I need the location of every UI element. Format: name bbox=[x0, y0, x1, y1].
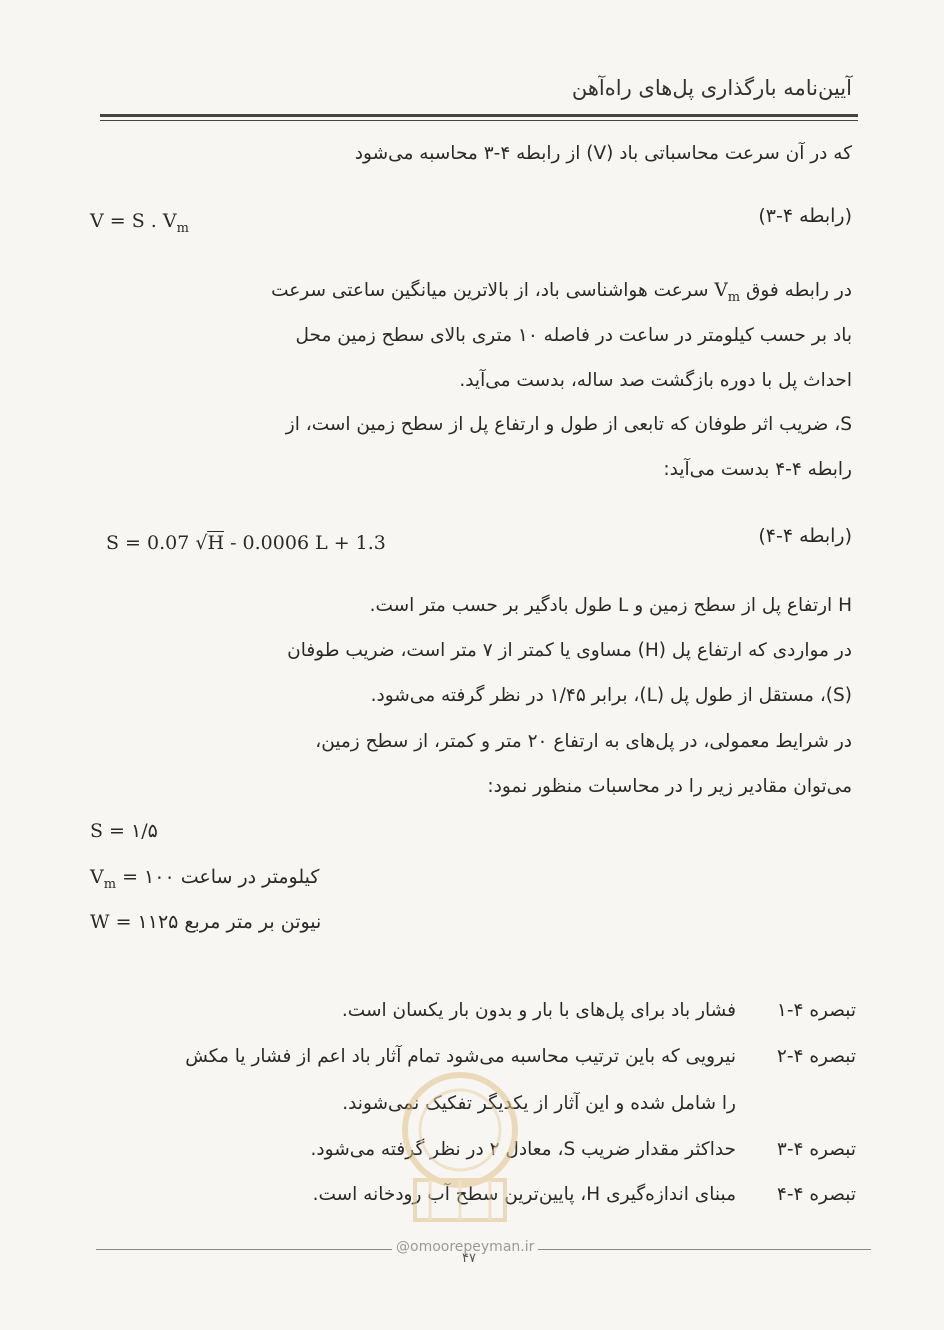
watermark-seal-icon bbox=[380, 1060, 540, 1230]
value-s: S = ۱/۵ bbox=[90, 820, 158, 842]
page-number: ۴۷ bbox=[462, 1251, 476, 1266]
paragraph-5-line-2: می‌توان مقادیر زیر را در محاسبات منظور نمود: bbox=[487, 776, 852, 797]
value-vm: $V_m$ = ۱۰۰ کیلومتر در ساعت bbox=[90, 866, 320, 892]
note-4-2-continuation: را شامل شده و این آثار از یکدیگر تفکیک نمی‌شوند. bbox=[342, 1093, 736, 1114]
note-text: فشار باد برای پل‌های با بار و بدون بار یکسان است. bbox=[341, 1000, 736, 1021]
page-header-title: آیین‌نامه بارگذاری پل‌های راه‌آهن bbox=[571, 76, 852, 100]
radical-sign: √ bbox=[195, 532, 208, 554]
radicand: H bbox=[207, 532, 225, 554]
note-label: تبصره ۴-۲ bbox=[776, 1046, 856, 1067]
paragraph-1-line-1: در رابطه فوق $V_m$ سرعت هواشناسی باد، از بالاترین میانگین ساعتی سرعت bbox=[271, 280, 852, 305]
header-rule-thin bbox=[100, 120, 858, 121]
paragraph-2-line-1: S، ضریب اثر طوفان که تابعی از طول و ارتفاع پل از سطح زمین است، از bbox=[285, 414, 852, 435]
note-text: حداکثر مقدار ضریب S، معادل ۲ در نظر گرفته می‌شود. bbox=[310, 1139, 736, 1160]
equation-4-3-subscript: m bbox=[176, 221, 189, 236]
intro-line: که در آن سرعت محاسباتی باد (V) از رابطه ۴-۳ محاسبه می‌شود bbox=[354, 143, 852, 164]
paragraph-2-line-2: رابطه ۴-۴ بدست می‌آید: bbox=[663, 459, 852, 480]
equation-4-4-label: (رابطه ۴-۴) bbox=[758, 525, 852, 547]
footer-watermark-text: @omoorepeyman.ir bbox=[392, 1239, 538, 1255]
note-label: تبصره ۴-۱ bbox=[776, 1000, 856, 1021]
note-label: تبصره ۴-۳ bbox=[776, 1139, 856, 1160]
vm-symbol: $V_m$ bbox=[714, 280, 741, 305]
paragraph-4-line-1: در مواردی که ارتفاع پل (H) مساوی یا کمتر از ۷ متر است، ضریب طوفان bbox=[287, 640, 852, 661]
note-4-1 bbox=[342, 1000, 856, 1021]
paragraph-4-line-2: (S)، مستقل از طول پل (L)، برابر ۱/۴۵ در نظر گرفته می‌شود. bbox=[370, 685, 852, 706]
paragraph-3-line-1: H ارتفاع پل از سطح زمین و L طول بادگیر بر حسب متر است. bbox=[369, 595, 852, 616]
equation-4-3-lhs: V = S . V bbox=[90, 210, 177, 232]
value-w: W = ۱۱۲۵ نیوتن بر متر مربع bbox=[90, 911, 322, 933]
note-text: مبنای اندازه‌گیری H، پایین‌ترین سطح آب رودخانه است. bbox=[312, 1184, 736, 1205]
paragraph-5-line-1: در شرایط معمولی، در پل‌های به ارتفاع ۲۰ متر و کمتر، از سطح زمین، bbox=[315, 731, 852, 752]
paragraph-1-line-3: احداث پل با دوره بازگشت صد ساله، بدست می‌آید. bbox=[459, 370, 852, 391]
equation-4-4: S = 0.07 √H - 0.0006 L + 1.3 bbox=[106, 532, 386, 554]
header-rule-thick bbox=[100, 114, 858, 117]
equation-4-3 bbox=[90, 210, 189, 236]
paragraph-1-line-2: باد بر حسب کیلومتر در ساعت در فاصله ۱۰ متری بالای سطح زمین محل bbox=[295, 325, 852, 346]
note-label: تبصره ۴-۴ bbox=[776, 1184, 856, 1205]
equation-4-3-label: (رابطه ۴-۳) bbox=[758, 205, 852, 227]
note-text: نیرویی که باین ترتیب محاسبه می‌شود تمام آثار باد اعم از فشار یا مکش bbox=[185, 1046, 736, 1067]
